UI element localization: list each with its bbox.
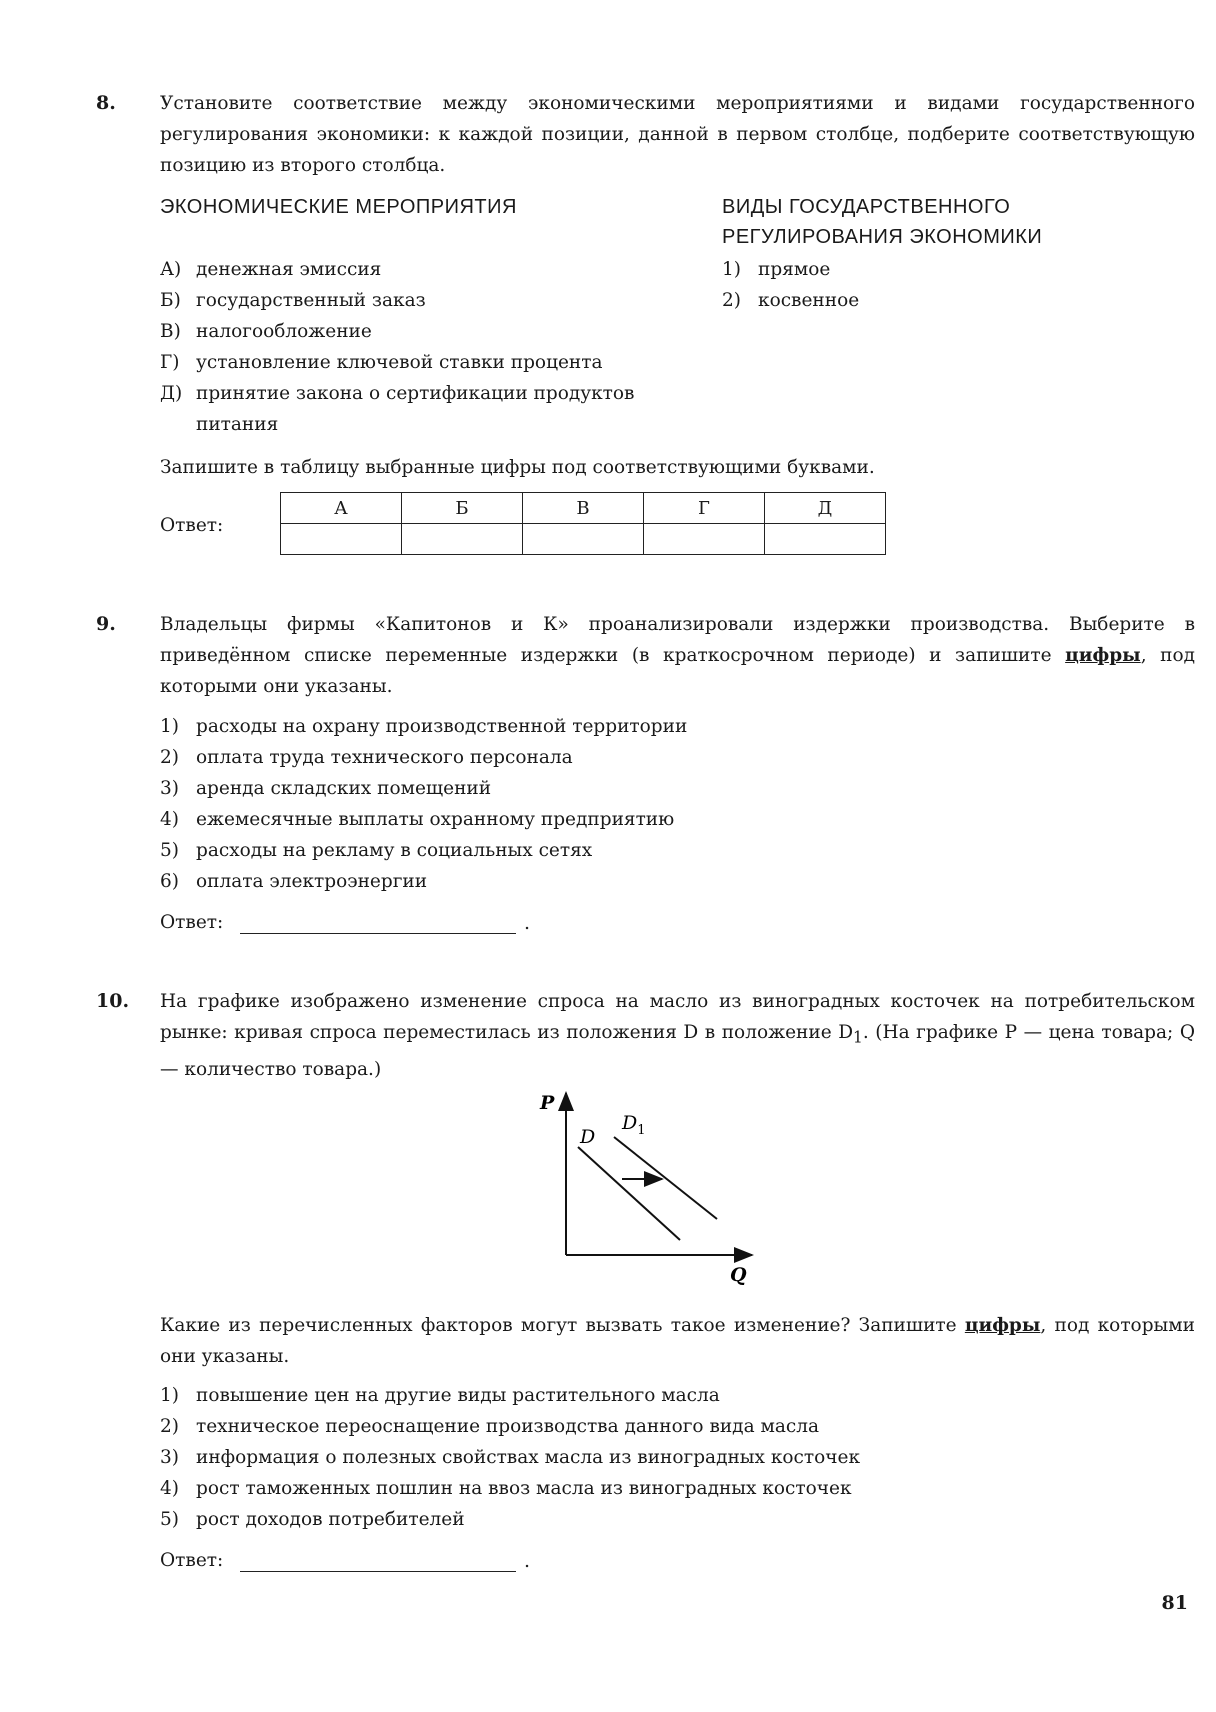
q8-right-heading-2: РЕГУЛИРОВАНИЯ ЭКОНОМИКИ [722,226,1043,248]
q9-list-item: 6) оплата электроэнергии [160,871,428,892]
table-header-d: Д [765,493,886,524]
q8-left-item: А) денежная эмиссия [160,259,382,280]
q8-left-heading: ЭКОНОМИЧЕСКИЕ МЕРОПРИЯТИЯ [160,196,517,218]
q8-left-item: Д) принятие закона о сертификации продуктов [160,383,635,404]
q10-question: Какие из перечисленных факторов могут вызвать такое изменение? Запишите цифры, под которыми они указаны. [160,1315,1195,1367]
q8-right-item: 2) косвенное [722,290,860,311]
q10-list-item: 4) рост таможенных пошлин на ввоз масла из виноградных косточек [160,1478,852,1499]
q9-answer-label: Ответ: [160,912,224,933]
q10-list-item: 1) повышение цен на другие виды растительного масла [160,1385,720,1406]
q8-answer-label: Ответ: [160,515,224,536]
q9-number: 9. [96,613,116,635]
q9-list-item: 5) расходы на рекламу в социальных сетях [160,840,593,861]
page-number: 81 [1161,1592,1188,1614]
answer-cell-g[interactable] [644,524,765,555]
answer-cell-d[interactable] [765,524,886,555]
table-header-g: Г [644,493,765,524]
q8-right-heading-1: ВИДЫ ГОСУДАРСТВЕННОГО [722,196,1011,218]
q-axis-label: Q [730,1264,747,1285]
curve-d1-label: $D_1$ [622,1112,646,1138]
answer-cell-v[interactable] [523,524,644,555]
q9-answer-dot: . [524,912,531,934]
q8-answer-table [280,492,886,555]
q8-left-item: Б) государственный заказ [160,290,426,311]
q9-list-item: 1) расходы на охрану производственной территории [160,716,688,737]
q8-left-item: В) налогообложение [160,321,372,342]
q10-list-item: 2) техническое переоснащение производства данного вида масла [160,1416,820,1437]
q10-number: 10. [96,990,130,1012]
answer-cell-b[interactable] [402,524,523,555]
q8-text: Установите соответствие между экономическими мероприятиями и видами государственного регулирования экономики: к каждой позиции, данной в первом столбце, подберите соответствующую позицию из второго столбца. [160,93,1195,176]
answer-cell-a[interactable] [281,524,402,555]
p-axis-label: P [540,1092,555,1114]
q10-answer-line[interactable] [240,1571,516,1572]
q10-list-item: 3) информация о полезных свойствах масла из виноградных косточек [160,1447,861,1468]
q8-right-item: 1) прямое [722,259,831,280]
curve-d-label: D [580,1126,596,1148]
q10-text: На графике изображено изменение спроса на масло из виноградных косточек на потребительском рынке: кривая спроса переместилась из положения D в положение $D_1$. (На графике P — цена товара; Q — количество товара.) [160,991,1195,1080]
q9-list-item: 4) ежемесячные выплаты охранному предприятию [160,809,675,830]
table-header-b: Б [402,493,523,524]
q8-left-item-continuation: питания [196,414,279,435]
table-header-a: А [281,493,402,524]
q9-text: Владельцы фирмы «Капитонов и К» проанализировали издержки производства. Выберите в приведённом списке переменные издержки (в краткосрочном периоде) и запишите цифры, под которыми они указаны. [160,614,1196,697]
q10-answer-dot: . [524,1550,531,1572]
q8-left-item: Г) установление ключевой ставки процента [160,352,603,373]
q9-answer-line[interactable] [240,933,516,934]
demand-shift-graph [530,1085,760,1285]
q10-answer-label: Ответ: [160,1550,224,1571]
q10-list-item: 5) рост доходов потребителей [160,1509,465,1530]
q8-instruction: Запишите в таблицу выбранные цифры под соответствующими буквами. [160,457,875,478]
q9-list-item: 3) аренда складских помещений [160,778,492,799]
q9-list-item: 2) оплата труда технического персонала [160,747,573,768]
table-header-v: В [523,493,644,524]
demand-curve-d [578,1147,680,1240]
q8-number: 8. [96,92,116,114]
